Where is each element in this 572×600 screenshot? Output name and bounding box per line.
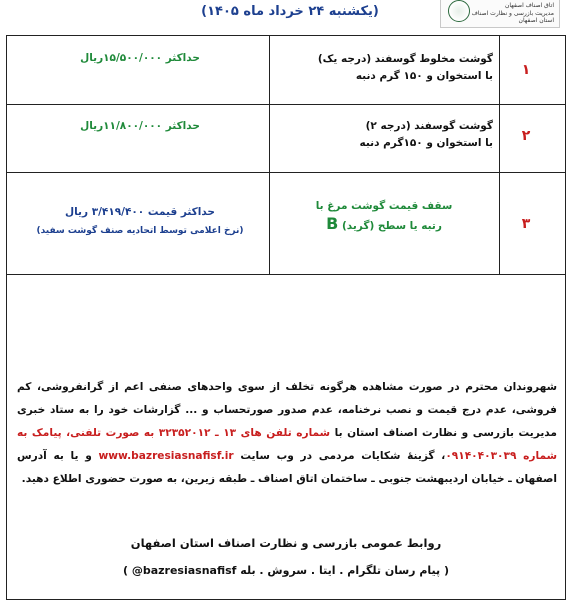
footer-messengers: ( پیام رسان تلگرام . ایتا . سروش . بله bazresiasnafisf@ ) — [122, 564, 449, 577]
website-link[interactable]: www.bazresiasnafisf.ir — [98, 450, 234, 462]
row-number: ۱ — [521, 62, 531, 78]
column-divider — [269, 36, 270, 274]
footer-title: روابط عمومی بازرسی و نظارت اصناف استان اصفهان — [130, 536, 442, 550]
description-line-text: رتبه یا سطح (گرید) — [342, 220, 442, 232]
item-description — [275, 198, 493, 235]
description-line: گوشت مخلوط گوسفند (درجه یک) — [317, 53, 493, 65]
guild-logo — [442, 0, 560, 26]
row-divider — [7, 104, 565, 105]
header — [0, 0, 572, 30]
item-description — [275, 51, 493, 85]
item-description — [275, 118, 493, 152]
row-divider — [7, 172, 565, 173]
grade-label: B — [326, 214, 339, 233]
description-line: سقف قیمت گوشت مرغ با — [315, 200, 453, 212]
description-line: گوشت گوسفند (درجه ۲) — [365, 120, 493, 132]
description-line: با استخوان و ۱۵۰ گرم دنبه — [355, 70, 493, 82]
phone-numbers: شماره تلفن های ۱۳ ـ ۳۲۳۵۲۰۱۲ به صورت تلفنی، پیامک به شماره ۰۹۱۴۰۴۰۳۰۳۹ — [17, 427, 557, 462]
logo-line-1: اتاق اصناف اصفهان — [504, 2, 554, 9]
price-note: (نرخ اعلامی توسط اتحادیه صنف گوشت سفید) — [36, 226, 244, 236]
column-divider — [499, 36, 500, 274]
notice-text: ، گزینهٔ شکایات مردمی در وب سایت — [233, 450, 446, 462]
page-title: (یکشنبه ۲۴ خرداد ماه ۱۴۰۵) — [201, 4, 379, 19]
row-number: ۲ — [521, 128, 531, 144]
notice-paragraph — [17, 376, 557, 491]
description-line — [275, 215, 493, 235]
item-price: حداکثر ۱۵/۵۰۰/۰۰۰ریال — [80, 52, 200, 64]
logo-line-3: استان اصفهان — [518, 17, 554, 24]
row-divider — [7, 274, 565, 275]
price-table — [6, 35, 566, 600]
description-line: با استخوان و ۱۵۰گرم دنبه — [359, 137, 493, 149]
notice-text: شهروندان محترم در صورت مشاهده هرگونه تخلف از سوی واحدهای صنفی اعم از گرانفروشی، کم فروشی، عدم درج قیمت و نصب نرخنامه، عدم صدور صورتحساب و ... گزارشات خود را به ستاد خبری مدیریت بازرسی و نظارت اصناف استان با — [17, 381, 557, 439]
notice-text: و یا به آدرس اصفهان ـ خیابان اردیبهشت جنوبی ـ ساختمان اتاق اصناف ـ طبقه زیرین، به صورت حضوری اطلاع دهید. — [17, 450, 557, 485]
row-number: ۳ — [521, 216, 531, 232]
item-price: حداکثر قیمت ۳/۴۱۹/۴۰۰ ریال — [64, 206, 216, 218]
logo-line-2: مدیریت بازرسی و نظارت اصناف — [471, 10, 554, 17]
item-price: حداکثر ۱۱/۸۰۰/۰۰۰ریال — [80, 120, 200, 132]
